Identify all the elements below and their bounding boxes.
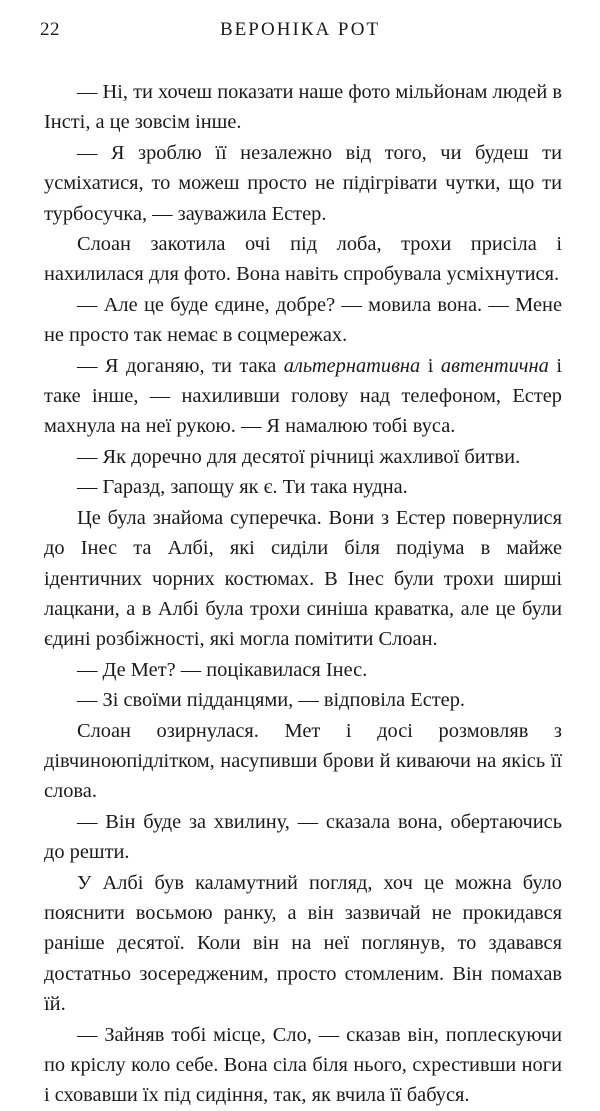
- paragraph: Слоан озирнулася. Мет і досі розмовляв з дівчиноюпідлітком, насупивши брови й киваючи на якісь її слова.: [44, 719, 562, 803]
- paragraph-with-emphasis: [44, 351, 562, 442]
- paragraph: — Зайняв тобі місце, Сло, — сказав він, поплескуючи по кріслу коло себе. Вона сіла біля нього, схрестивши ноги і сховавши їх під сидіння, так, як вчила її бабуся.: [44, 1023, 562, 1107]
- paragraph: — Гаразд, запощу як є. Ти така нудна.: [77, 476, 408, 499]
- paragraph-text: — Я доганяю, ти така: [77, 354, 284, 377]
- paragraph-text: і таке інше, — нахиливши голову над телефоном, Естер махнула на неї рукою. — Я намалюю тобі вуса.: [44, 354, 562, 438]
- emphasis-text: альтернативна: [283, 354, 421, 377]
- paragraph: — Як доречно для десятої річниці жахливої битви.: [77, 445, 521, 468]
- paragraph: Слоан закотила очі під лоба, трохи присіла і нахилилася для фото. Вона навіть спробувала усміхнутися.: [44, 233, 562, 286]
- body-text: [44, 77, 562, 1111]
- running-title: ВЕРОНІКА РОТ: [219, 19, 381, 40]
- paragraph: — Він буде за хвилину, — сказала вона, обертаючись до решти.: [44, 810, 562, 864]
- paragraph: — Я зроблю її незалежно від того, чи будеш ти усміхатися, то можеш просто не підігрівати чутки, що ти турбосучка, — зауважила Естер.: [44, 141, 562, 225]
- paragraph: У Албі був каламутний погляд, хоч це можна було пояснити восьмою ранку, а він зазвичай не прокидався раніше десятої. Коли він на неї поглянув, то здавався достатньо зосередженим, просто стомленим. Він помахав їй.: [44, 871, 562, 1016]
- paragraph-text: і: [420, 354, 441, 377]
- paragraph: — Ні, ти хочеш показати наше фото мільйонам людей в Інсті, а це зовсім інше.: [44, 81, 562, 134]
- emphasis-text: автентична: [440, 354, 549, 377]
- paragraph: Це була знайома суперечка. Вони з Естер повернулися до Інес та Албі, які сиділи біля подіума в майже ідентичних чорних костюмах. В Інес були трохи ширші лацкани, а в Албі була трохи синіша краватка, але це були єдині розбіжності, які могла помітити Слоан.: [44, 506, 562, 651]
- page-header: [0, 19, 600, 49]
- page-number: 22: [40, 19, 60, 40]
- paragraph: — Де Мет? — поцікавилася Інес.: [77, 658, 368, 681]
- paragraph: — Зі своїми підданцями, — відповіла Естер.: [77, 689, 466, 712]
- paragraph: — Але це буде єдине, добре? — мовила вона. — Мене не просто так немає в соцмережах.: [44, 293, 562, 347]
